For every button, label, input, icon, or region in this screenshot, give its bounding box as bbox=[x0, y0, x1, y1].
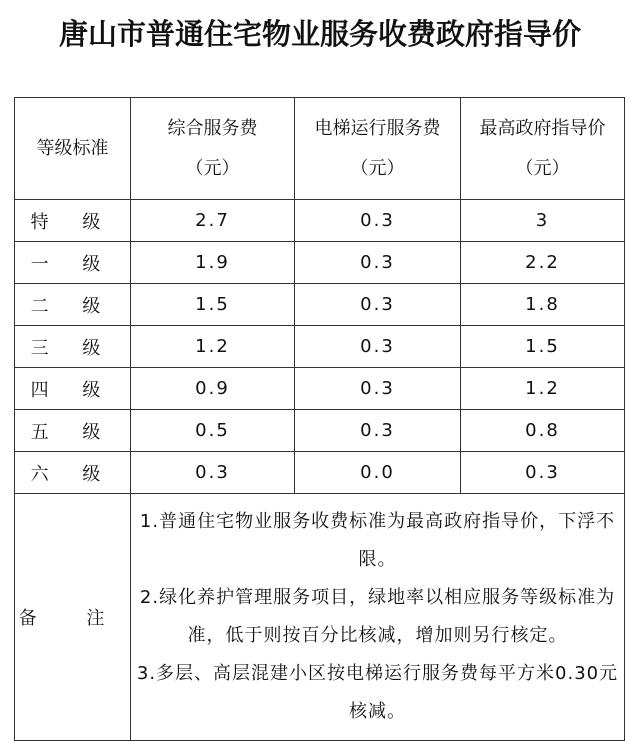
header-grade: 等级标准 bbox=[15, 98, 131, 200]
header-elevator-fee: 电梯运行服务费 （元） bbox=[295, 98, 461, 200]
page-title: 唐山市普通住宅物业服务收费政府指导价 bbox=[58, 17, 581, 51]
table-row bbox=[15, 200, 625, 242]
header-max-price: 最高政府指导价 （元） bbox=[461, 98, 625, 200]
general-fee-cell: 0.9 bbox=[131, 368, 295, 410]
max-price-cell: 3 bbox=[461, 200, 625, 242]
grade-cell: 特 级 bbox=[15, 200, 131, 242]
fee-table bbox=[14, 97, 625, 741]
table-row bbox=[15, 326, 625, 368]
elevator-fee-cell: 0.3 bbox=[295, 410, 461, 452]
grade-cell: 五 级 bbox=[15, 410, 131, 452]
notes-body bbox=[131, 494, 625, 741]
general-fee-cell: 1.2 bbox=[131, 326, 295, 368]
header-general-fee: 综合服务费 （元） bbox=[131, 98, 295, 200]
table-row bbox=[15, 410, 625, 452]
max-price-cell: 2.2 bbox=[461, 242, 625, 284]
table-row bbox=[15, 284, 625, 326]
note-item: 3.多层、高层混建小区按电梯运行服务费每平方米0.30元核减。 bbox=[136, 663, 619, 722]
grade-cell: 三 级 bbox=[15, 326, 131, 368]
table-row bbox=[15, 368, 625, 410]
table-header-row bbox=[15, 98, 625, 200]
general-fee-cell: 1.9 bbox=[131, 242, 295, 284]
max-price-cell: 1.5 bbox=[461, 326, 625, 368]
max-price-cell: 1.2 bbox=[461, 368, 625, 410]
grade-cell: 一 级 bbox=[15, 242, 131, 284]
table-row bbox=[15, 242, 625, 284]
table-row bbox=[15, 452, 625, 494]
max-price-cell: 1.8 bbox=[461, 284, 625, 326]
elevator-fee-cell: 0.3 bbox=[295, 284, 461, 326]
elevator-fee-cell: 0.3 bbox=[295, 242, 461, 284]
notes-label: 备 注 bbox=[15, 494, 131, 741]
max-price-cell: 0.8 bbox=[461, 410, 625, 452]
grade-cell: 二 级 bbox=[15, 284, 131, 326]
elevator-fee-cell: 0.3 bbox=[295, 326, 461, 368]
elevator-fee-cell: 0.0 bbox=[295, 452, 461, 494]
general-fee-cell: 2.7 bbox=[131, 200, 295, 242]
general-fee-cell: 0.3 bbox=[131, 452, 295, 494]
general-fee-cell: 1.5 bbox=[131, 284, 295, 326]
grade-cell: 六 级 bbox=[15, 452, 131, 494]
notes-row bbox=[15, 494, 625, 741]
max-price-cell: 0.3 bbox=[461, 452, 625, 494]
elevator-fee-cell: 0.3 bbox=[295, 368, 461, 410]
note-item: 2.绿化养护管理服务项目，绿地率以相应服务等级标准为准，低于则按百分比核减，增加则另行核定。 bbox=[139, 587, 616, 646]
grade-cell: 四 级 bbox=[15, 368, 131, 410]
general-fee-cell: 0.5 bbox=[131, 410, 295, 452]
elevator-fee-cell: 0.3 bbox=[295, 200, 461, 242]
note-item: 1.普通住宅物业服务收费标准为最高政府指导价，下浮不限。 bbox=[139, 511, 616, 570]
